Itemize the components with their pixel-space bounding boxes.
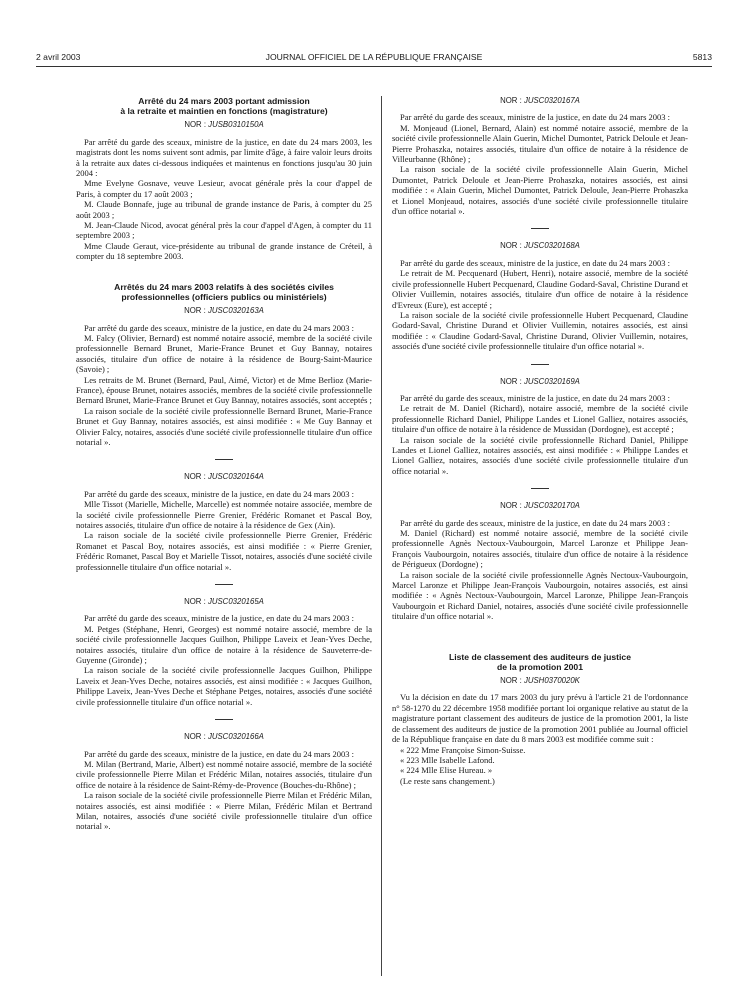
paragraph: M. Daniel (Richard) est nommé notaire associé, membre de la société civile professionnelle Agnès Nectoux-Vaubourgoin, Marcel Laronze et Philippe Jean-François Vaubourgoin, notaires associés, titulaire d'un office de notaire à la résidence de Périgueux (Dordogne) ; xyxy=(392,528,688,570)
section-title: professionnelles (officiers publics ou ministériels) xyxy=(121,291,327,302)
paragraph: Les retraits de M. Brunet (Bernard, Paul, Aimé, Victor) et de Mme Berlioz (Marie-France), épouse Brunet, notaires associés, membres de la société civile professionnelle Bernard Brunet, Marie-France Brunet et Guy Bannay, notaires associés, sont acceptés ; xyxy=(76,374,372,406)
nor-reference: NOR : JUSC0320167A xyxy=(500,96,580,105)
column-divider xyxy=(381,96,382,976)
nor-reference: NOR : JUSH0370020K xyxy=(500,676,580,686)
list-item: « 223 Mlle Isabelle Lafond. xyxy=(400,754,495,765)
paragraph: La raison sociale de la société civile professionnelle Agnès Nectoux-Vaubourgoin, Marcel Laronze et Philippe Jean-François Vaubourgoin, notaires associés, est ainsi modifiée : « Agnès Nectoux-Vaubourgoin, Marcel Laronze, Philippe Jean-François Vaubourgoin et Richard Daniel, notaires, associés d'une société civile professionnelle titulaire d'un office notarial ». xyxy=(392,569,688,622)
section-separator xyxy=(215,584,233,585)
paragraph: La raison sociale de la société civile professionnelle Pierre Grenier, Frédéric Romanet et Pascal Boy, notaires associés, est ainsi modifiée : « Pierre Grenier, Frédéric Romanet, Pascal Boy et Marielle Tissot, notaires, associés d'une société civile professionnelle titulaire d'un office notarial ». xyxy=(76,530,372,572)
paragraph: La raison sociale de la société civile professionnelle Hubert Pecquenard, Claudine Godard-Saval, Christine Durand et Olivier Vuillemin, notaires associés, est ainsi modifiée : « Claudine Godard-Saval, Christine Durand, Olivier Vuillemin, notaires, associés d'une société civile professionnelle titulaire d'un office notarial ». xyxy=(392,309,688,352)
section-title: Arrêté du 24 mars 2003 portant admission xyxy=(138,96,310,106)
classement-section xyxy=(392,652,688,786)
paragraph: Par arrêté du garde des sceaux, ministre de la justice, en date du 24 mars 2003 : xyxy=(400,112,671,123)
closing-note: (Le reste sans changement.) xyxy=(400,775,495,786)
paragraph: M. Jean-Claude Nicod, avocat général près la cour d'appel d'Agen, à compter du 11 septembre 2003 ; xyxy=(76,220,372,241)
decree-section xyxy=(76,472,372,572)
paragraph: Par arrêté du garde des sceaux, ministre de la justice, en date du 24 mars 2003 : xyxy=(84,322,355,333)
paragraph: Par arrêté du garde des sceaux, ministre de la justice, en date du 24 mars 2003 : xyxy=(84,748,355,759)
paragraph: La raison sociale de la société civile professionnelle Pierre Milan et Frédéric Milan, notaires associés, est ainsi modifiée : « Pierre Milan, Frédéric Milan et Bertrand Milan, notaires, associés d'une société civile professionnelle titulaire d'un office notarial ». xyxy=(76,790,372,832)
paragraph: Par arrêté du garde des sceaux, ministre de la justice, en date du 24 mars 2003, les magistrats dont les noms suivent sont admis, par limite d'âge, à faire valoir leurs droits à la retraite aux dates ci-dessous indiquées et maintenus en fonctions jusqu'au 30 juin 2004 : xyxy=(76,136,372,179)
paragraph: Par arrêté du garde des sceaux, ministre de la justice, en date du 24 mars 2003 : xyxy=(400,257,671,268)
decree-section xyxy=(76,282,372,448)
paragraph: Le retrait de M. Pecquenard (Hubert, Henri), notaire associé, membre de la société civile professionnelle Hubert Pecquenard, Claudine Godard-Saval, Christine Durand et Olivier Vuillemin, notaires associés, titulaire d'un office de notaire à la résidence d'Evreux (Eure), est accepté ; xyxy=(392,268,688,310)
paragraph: M. Milan (Bertrand, Marie, Albert) est nommé notaire associé, membre de la société civile professionnelle Pierre Milan et Frédéric Milan, notaires associés, titulaire d'un office de notaire à la résidence de Saint-Rémy-de-Provence (Bouches-du-Rhône) ; xyxy=(76,758,372,790)
paragraph: M. Claude Bonnafe, juge au tribunal de grande instance de Paris, à compter du 25 août 2003 ; xyxy=(76,199,372,220)
decree-section xyxy=(76,597,372,707)
nor-reference: NOR : JUSB0310150A xyxy=(184,120,264,130)
section-separator xyxy=(531,228,549,229)
paragraph: La raison sociale de la société civile professionnelle Jacques Guilhon, Philippe Laveix et Jean-Yves Deche, notaires associés, est ainsi modifiée : « Jacques Guilhon, Philippe Laveix, Jean-Yves Deche et Stéphane Petges, notaires, associés d'une société civile professionnelle titulaire d'un office notarial ». xyxy=(76,665,372,707)
nor-reference: NOR : JUSC0320163A xyxy=(184,306,264,316)
list-item: « 224 Mlle Elise Hureau. » xyxy=(400,765,493,776)
paragraph: Par arrêté du garde des sceaux, ministre de la justice, en date du 24 mars 2003 : xyxy=(84,613,355,624)
paragraph: Mme Evelyne Gosnave, veuve Lesieur, avocat générale près la cour d'appel de Paris, à compter du 17 août 2003 ; xyxy=(76,178,372,199)
nor-reference: NOR : JUSC0320164A xyxy=(184,472,264,482)
paragraph: M. Falcy (Olivier, Bernard) est nommé notaire associé, membre de la société civile professionnelle Bernard Brunet, Marie-France Brunet et Guy Bannay, notaires associés, titulaire d'un office de notaire à la résidence de Bourg-Saint-Maurice (Savoie) ; xyxy=(76,332,372,375)
page-header xyxy=(36,50,712,67)
section-title: de la promotion 2001 xyxy=(497,661,583,672)
section-separator xyxy=(215,459,233,460)
paragraph: M. Petges (Stéphane, Henri, Georges) est nommé notaire associé, membre de la société civile professionnelle Jacques Guilhon, Philippe Laveix et Jean-Yves Deche, notaires associés, titulaire d'un office de notaire à la résidence de Sauveterre-de-Guyenne (Gironde) ; xyxy=(76,623,372,666)
list-item: « 222 Mme Françoise Simon-Suisse. xyxy=(400,744,526,755)
decree-section xyxy=(76,96,372,262)
paragraph: Le retrait de M. Daniel (Richard), notaire associé, membre de la société civile professionnelle Richard Daniel, Philippe Landes et Lionel Galliez, notaires associés, titulaire d'un office de notaire à la résidence de Mussidan (Dordogne), est accepté ; xyxy=(392,403,688,435)
paragraph: M. Monjeaud (Lionel, Bernard, Alain) est nommé notaire associé, membre de la société civile professionnelle Alain Guerin, Michel Dumontet, Patrick Deloule et Jean-Pierre Prohaszka, notaires associés, titulaire d'un office de notaire à la résidence de Villeurbanne (Rhône) ; xyxy=(392,122,688,165)
paragraph: La raison sociale de la société civile professionnelle Alain Guerin, Michel Dumontet, Patrick Deloule et Jean-Pierre Prohaszka, notaires associés, est ainsi modifiée : « Alain Guerin, Michel Dumontet, Patrick Deloule, Jean-Pierre Prohaszka et Lionel Monjeaud, notaires, associés d'une société civile professionnelle titulaire d'un office notarial ». xyxy=(392,164,688,217)
nor-reference: NOR : JUSC0320168A xyxy=(500,241,580,251)
paragraph: Par arrêté du garde des sceaux, ministre de la justice, en date du 24 mars 2003 : xyxy=(400,392,671,403)
paragraph: La raison sociale de la société civile professionnelle Richard Daniel, Philippe Landes et Lionel Galliez, notaires associés, est ainsi modifiée : « Philippe Landes et Lionel Galliez, notaires, associés d'une société civile professionnelle titulaire d'un office notarial ». xyxy=(392,434,688,476)
nor-reference: NOR : JUSC0320165A xyxy=(184,597,264,607)
decree-section xyxy=(392,96,688,216)
header-page-number: 5813 xyxy=(692,52,712,62)
paragraph: La raison sociale de la société civile professionnelle Bernard Brunet, Marie-France Brunet et Guy Bannay, notaires associés, est ainsi modifiée : « Me Guy Bannay et Olivier Falcy, notaires, associés d'une société civile professionnelle titulaire d'un office notarial ». xyxy=(76,405,372,447)
section-separator xyxy=(531,488,549,489)
decree-section xyxy=(76,732,372,832)
section-separator xyxy=(215,719,233,720)
paragraph: Par arrêté du garde des sceaux, ministre de la justice, en date du 24 mars 2003 : xyxy=(400,517,671,528)
section-title: Liste de classement des auditeurs de justice xyxy=(449,651,631,662)
paragraph: Par arrêté du garde des sceaux, ministre de la justice, en date du 24 mars 2003 : xyxy=(84,488,355,499)
section-title: Arrêtés du 24 mars 2003 relatifs à des sociétés civiles xyxy=(114,281,334,292)
nor-reference: NOR : JUSC0320170A xyxy=(500,501,580,511)
nor-reference: NOR : JUSC0320169A xyxy=(500,376,580,386)
paragraph: Vu la décision en date du 17 mars 2003 du jury prévu à l'article 21 de l'ordonnance n° 58-1270 du 22 décembre 1958 modifiée portant loi organique relative au statut de la magistrature portant classement des auditeurs de justice de la promotion 2001, la liste de classement des auditeurs de justice de la promotion 2001 publiée au Journal officiel de la République française en date du 8 mars 2003 est modifiée comme suit : xyxy=(392,692,688,745)
paragraph: Mlle Tissot (Marielle, Michelle, Marcelle) est nommée notaire associée, membre de la société civile professionnelle Pierre Grenier, Frédéric Romanet et Pascal Boy, notaires associés, titulaire d'un office de notaire à la résidence de Gex (Ain). xyxy=(76,499,372,530)
decree-section xyxy=(392,377,688,477)
right-column xyxy=(392,96,688,786)
decree-section xyxy=(392,241,688,351)
header-date: 2 avril 2003 xyxy=(36,52,81,62)
decree-section xyxy=(392,501,688,621)
left-column xyxy=(76,96,372,832)
section-separator xyxy=(531,364,549,365)
paragraph: Mme Claude Geraut, vice-présidente au tribunal de grande instance de Créteil, à compter du 18 septembre 2003. xyxy=(76,240,372,262)
nor-reference: NOR : JUSC0320166A xyxy=(184,732,264,742)
header-journal-title: JOURNAL OFFICIEL DE LA RÉPUBLIQUE FRANÇAISE xyxy=(265,52,483,62)
section-title: à la retraite et maintien en fonctions (magistrature) xyxy=(120,106,328,117)
